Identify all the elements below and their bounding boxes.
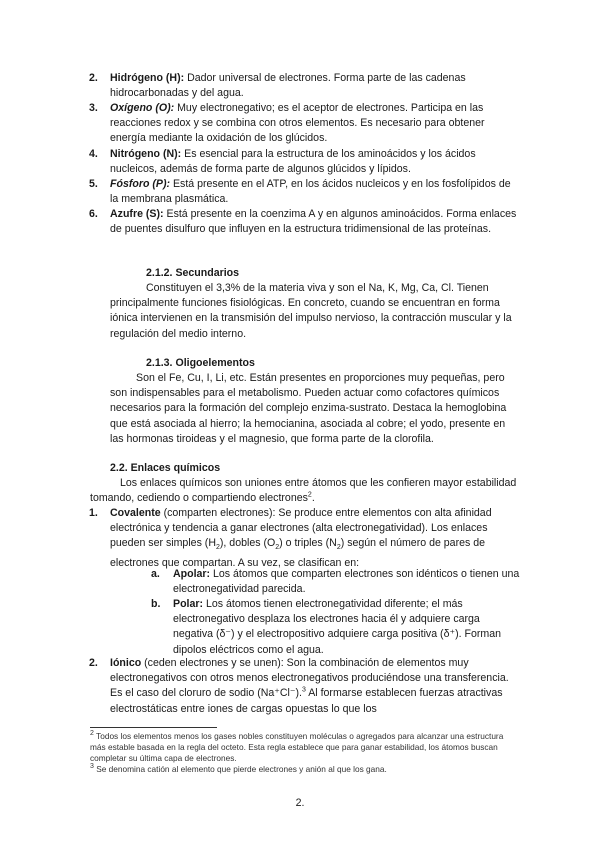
footnote-ref: 2 [307,491,312,499]
list-item-ionico [89,656,520,717]
list-number: 3. [89,102,98,114]
list-item-polar [151,597,520,658]
bond-type-name: Apolar: [173,568,211,580]
element-text: Está presente en el ATP, en los ácidos nucleicos y en los fosfolípidos de la membrana plasmática. [110,178,511,206]
element-text: Está presente en la coenzima A y en algunos aminoácidos. Forma enlaces de puentes disulfuro que influyen en la estructura tridimensional de las proteínas. [110,208,517,236]
list-number: 2. [89,657,98,669]
subscript: 2 [275,544,280,552]
footnote-mark: 2 [90,730,94,738]
list-item-sulfur [89,207,520,237]
paragraph-text: Constituyen el 3,3% de la materia viva y son el Na, K, Mg, Ca, Cl. Tienen principalmente funciones fisiológicas. En concreto, cuando se encuentran en forma iónica intervienen en la transmisión del impulso nervioso, la contracción muscular y la regulación del medio interno. [110,282,512,340]
page-number: 2. [295,797,305,809]
heading-enlaces: 2.2. Enlaces químicos [110,462,221,474]
list-item-covalente [89,506,520,571]
element-name: Oxígeno (O): [110,102,175,114]
element-text: Muy electronegativo; es el aceptor de electrones. Participa en las reacciones redox y se combina con otros elementos. Es necesario para obtener energía mediante la oxidación de los glúcidos. [110,102,485,145]
paragraph-text: Son el Fe, Cu, I, Li, etc. Están presentes en proporciones muy pequeñas, pero son indispensables para el metabolismo. Pueden actuar como cofactores químicos necesarios para la formación del complejo enzima-sustrato. Destaca la hemoglobina que está asociada al hierro; la hemocianina, asociada al cobre; el yodo, presente en las hormonas tiroideas y el magnesio, que forma parte de la clorofila. [110,372,507,445]
footnote-text: Se denomina catión al elemento que pierde electrones y anión al que los gana. [93,764,387,774]
bond-text: Al formarse establecen fuerzas atractivas electrostáticas entre iones de cargas opuestas lo que los [110,687,503,715]
element-name: Hidrógeno (H): [110,72,185,84]
paragraph-secundarios [110,281,520,342]
list-item-nitrogen [89,147,520,177]
bond-text: (comparten electrones): Se produce entre elementos con alta afinidad electrónica y tendencia a ganar electrones (alta electronegatividad). Los enlaces pueden ser simples (H [110,507,492,550]
bond-text: ) según el número de pares de electrones que compartan. A su vez, se clasifican en: [110,537,486,569]
footnote-ref: 3 [301,686,306,694]
element-name: Fósforo (P): [110,178,171,190]
heading-oligoelementos: 2.1.3. Oligoelementos [146,357,255,369]
element-name: Azufre (S): [110,208,164,220]
paragraph-end: . [311,492,315,505]
bond-type-text: Los átomos que comparten electrones son idénticos o tienen una electronegatividad parecida. [173,568,520,596]
footnote-divider [90,727,217,728]
list-item-hydrogen [89,71,520,101]
heading-secundarios: 2.1.2. Secundarios [146,267,240,279]
paragraph-text: Los enlaces químicos son uniones entre átomos que les confieren mayor estabilidad tomando, cediendo o compartiendo electrones [90,477,517,505]
footnote-text: Todos los elementos menos los gases nobles constituyen moléculas o agregados para alcanzar una estructura más estable basada en la regla del octeto. Esta regla establece que para ganar estabilidad, los átomos buscan completar su última capa de electrones. [90,731,504,763]
subscript: 2 [215,544,220,552]
list-item-oxygen [89,101,520,147]
footnote-2 [90,731,520,764]
bond-type-name: Polar: [173,598,204,610]
list-number: 5. [89,178,98,190]
footnote-3 [90,764,520,775]
list-number: 2. [89,72,98,84]
element-name: Nitrógeno (N): [110,148,182,160]
element-text: Dador universal de electrones. Forma parte de las cadenas hidrocarbonadas y del agua. [110,72,466,100]
list-item-apolar [151,567,520,597]
subscript: 2 [336,544,341,552]
list-number: 6. [89,208,98,220]
bond-name: Iónico [110,657,142,669]
list-number: 4. [89,148,98,160]
footnote-mark: 3 [90,763,94,771]
bond-name: Covalente [110,507,161,519]
list-letter: a. [151,568,160,580]
element-text: Es esencial para la estructura de los aminoácidos y los ácidos nucleicos, además de forma parte de algunos glúcidos y lípidos. [110,148,476,176]
list-number: 1. [89,507,98,519]
list-letter: b. [151,598,161,610]
bond-text: (ceden electrones y se unen): Son la combinación de elementos muy electronegativos con otros menos electronegativos produciéndose una transferencia. Es el caso del cloruro de sodio (Na⁺Cl⁻). [110,657,509,700]
bond-text: ) o triples (N [279,537,337,550]
paragraph-oligoelementos [110,371,520,447]
paragraph-enlaces-intro [90,476,520,506]
bond-text: ), dobles (O [219,537,276,550]
list-item-phosphorus [89,177,520,207]
bond-type-text: Los átomos tienen electronegatividad diferente; el más electronegativo desplaza los electrones hacia él y adquiere carga negativa (δ⁻) y el electropositivo adquiere carga positiva (δ⁺). Forman dipolos eléctricos como el agua. [173,598,501,656]
